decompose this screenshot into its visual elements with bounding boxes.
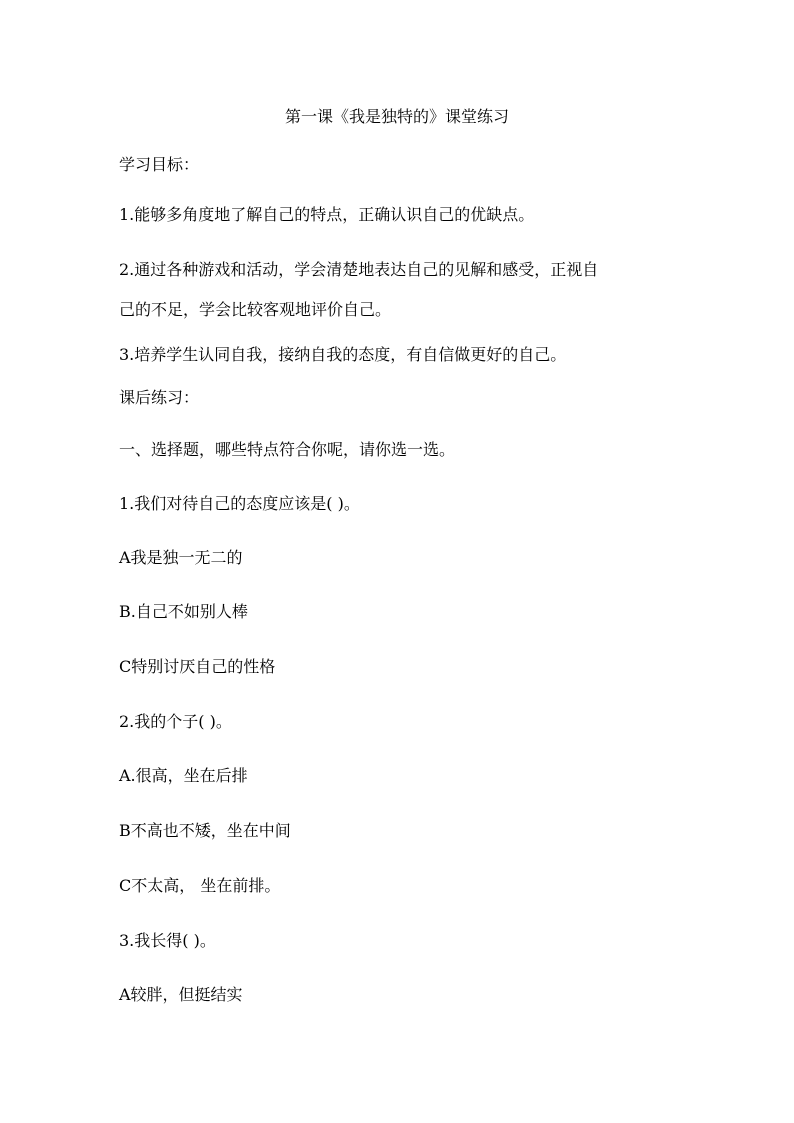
question-2-option-b: B不高也不矮，坐在中间 <box>119 821 291 840</box>
question-2-option-c: C不太高， 坐在前排。 <box>119 876 281 895</box>
objective-item-2: 2.通过各种游戏和活动，学会清楚地表达自己的见解和感受，正视自 <box>119 260 599 279</box>
objectives-heading: 学习目标： <box>119 155 200 174</box>
exercise-heading: 课后练习： <box>119 388 200 407</box>
section-one-heading: 一、选择题，哪些特点符合你呢，请你选一选。 <box>119 440 456 459</box>
question-1-option-b: B.自己不如别人棒 <box>119 602 248 621</box>
question-1-option-c: C特别讨厌自己的性格 <box>119 657 276 676</box>
question-3-option-a: A较胖，但挺结实 <box>119 985 243 1004</box>
objective-item-3: 3.培养学生认同自我，接纳自我的态度，有自信做更好的自己。 <box>119 345 567 364</box>
question-1: 1.我们对待自己的态度应该是( )。 <box>119 494 360 513</box>
question-2-option-a: A.很高，坐在后排 <box>119 766 248 785</box>
objective-item-1: 1.能够多角度地了解自己的特点，正确认识自己的优缺点。 <box>119 205 535 224</box>
question-2: 2.我的个子( )。 <box>119 712 232 731</box>
objective-item-2-continued: 己的不足，学会比较客观地评价自己。 <box>119 300 392 319</box>
question-3: 3.我长得( )。 <box>119 931 216 950</box>
page-title: 第一课《我是独特的》课堂练习 <box>284 107 509 126</box>
question-1-option-a: A我是独一无二的 <box>119 548 243 567</box>
